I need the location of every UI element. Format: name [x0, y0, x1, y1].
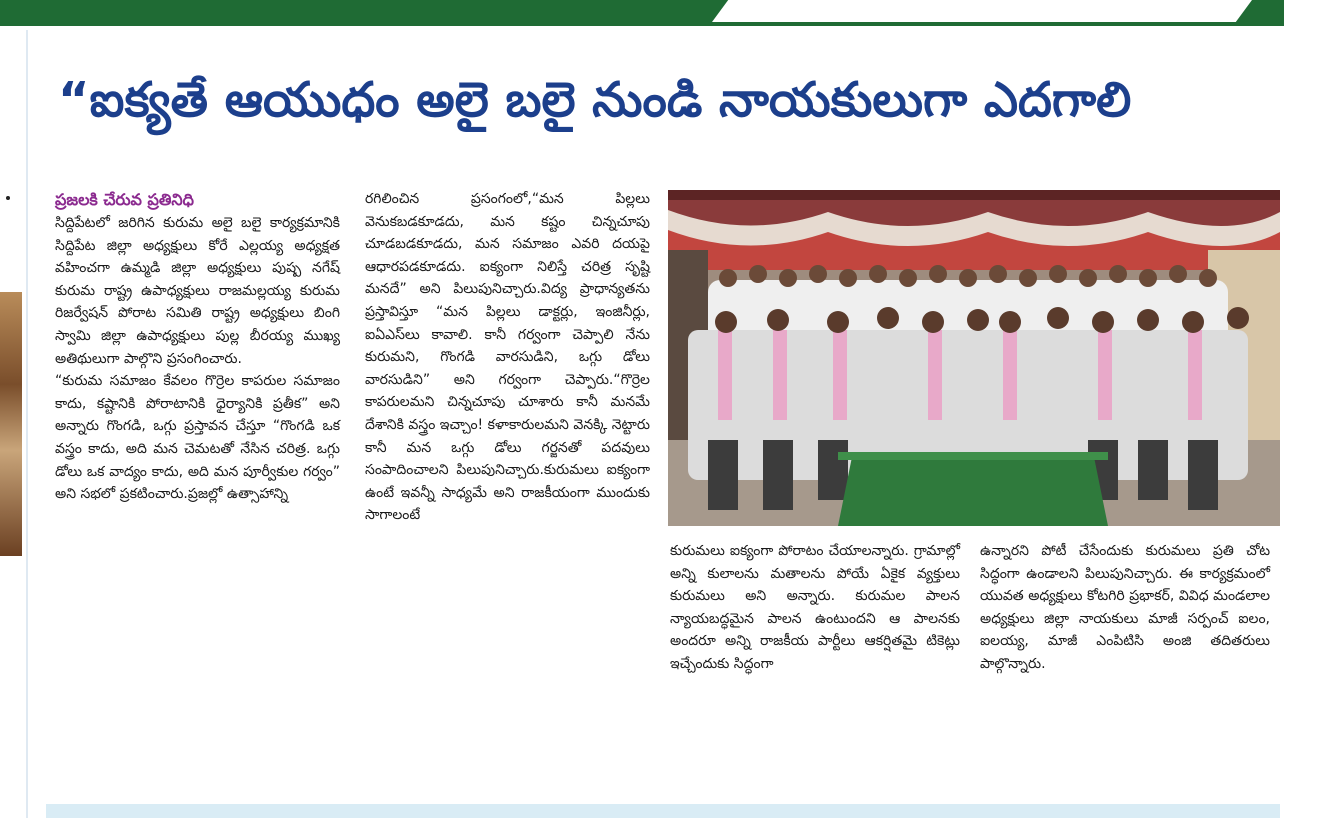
article-byline: ప్రజలకి చేరువ ప్రతినిధి [55, 190, 194, 209]
article-column-3 [670, 540, 960, 676]
adjacent-article-strip [0, 30, 28, 818]
adjacent-article-photo [0, 292, 22, 556]
article-headline: “ఐక్యతే ఆయుధం అలై బలై నుండి నాయకులుగా ఎదగాలి [58, 72, 1132, 128]
column-4-text: ఉన్నారని పోటీ చేసేందుకు కురుమలు ప్రతి చోట సిద్ధంగా ఉండాలని పిలుపునిచ్చారు. ఈ కార్యక్రమంలో యువత అధ్యక్షులు కోటగిరి ప్రభాకర్, వివిధ మండలాల అధ్యక్షులు జిల్లా నాయకులు మాజీ సర్పంచ్ ఐలం, ఐలయ్య, మాజీ ఎంపిటిసి అంజి తదితరులు పాల్గొన్నారు. [980, 543, 1270, 672]
group-photo-illustration [668, 190, 1280, 526]
column-3-text: కురుమలు ఐక్యంగా పోరాటం చేయాలన్నారు. గ్రామాల్లో అన్ని కులాలను మతాలను పోయే ఏకైక వ్యక్తులు కురుమలు అని అన్నారు. కురుమల పాలన న్యాయబద్ధమైన పాలన ఉంటుందని ఆ పాలనకు అందరూ అన్ని రాజకీయ పార్టీలు ఆకర్షితమై టికెట్లు ఇచ్చేందుకు సిద్ధంగా [670, 543, 960, 672]
date-banner-strip [712, 0, 1252, 22]
group-photo [668, 190, 1280, 526]
article-column-4 [980, 540, 1270, 676]
column-2-text: రగిలించిన ప్రసంగంలో,“మన పిల్లలు వెనుకబడకూడదు, మన కష్టం చిన్నచూపు చూడబడకూడదు, మన సమాజం ఎవరి దయపై ఆధారపడకూడదు. ఐక్యంగా నిలిస్తే చరిత్ర సృష్టి మనదే” అని పిలుపునిచ్చారు.విద్య ప్రాధాన్యతను ప్రస్తావిస్తూ “మన పిల్లలు డాక్టర్లు, ఇంజినీర్లు, ఐఏఎస్‌లు కావాలి. కానీ గర్వంగా చెప్పాలి నేను కురుమని, గొంగడి వారసుడిని, ఒగ్గు డోలు వారసుడిని” అని గర్వంగా చెప్పారు.“గొర్రెల కాపరులమని చిన్నచూపు చూశారు కానీ మనమే దేశానికి వస్త్రం ఇచ్చాం! కళాకారులమని వెనక్కి నెట్టారు కానీ మన ఒగ్గు డోలు గర్జనతో పదవులు సంపాదించాలని పిలుపునిచ్చారు.కురుమలు ఐక్యంగా ఉంటే ఇవన్నీ సాధ్యమే అని రాజకీయంగా ముందుకు సాగాలంటే [365, 191, 650, 524]
column-1-paragraph-1: సిద్దిపేటలో జరిగిన కురుమ అలై బలై కార్యక్రమానికి సిద్దిపేట జిల్లా అధ్యక్షులు కోరే ఎల్లయ్య అధ్యక్షత వహించగా ఉమ్మడి జిల్లా అధ్యక్షులు పుష్ప నగేష్ కురుమ రాష్ట్ర ఉపాధ్యక్షులు రాజమల్లయ్య కురుమ రిజర్వేషన్ పోరాట సమితి రాష్ట్ర అధ్యక్షులు బింగి స్వామి జిల్లా ఉపాధ్యక్షులు పుల్ల బీరయ్య ముఖ్య అతిథులుగా పాల్గొని ప్రసంగించారు. [55, 215, 340, 367]
bottom-band [46, 804, 1280, 818]
article-column-1 [55, 188, 340, 506]
column-1-paragraph-2: “కురుమ సమాజం కేవలం గొర్రెల కాపరుల సమాజం కాదు, కష్టానికి పోరాటానికి ధైర్యానికి ప్రతీక” అని అన్నారు గొంగడి, ఒగ్గు ప్రస్తావన చేస్తూ “గొంగడి ఒక వస్త్రం కాదు, అది మన చెమటతో నేసిన చరిత్ర. ఒగ్గు డోలు ఒక వాద్యం కాదు, అది మన పూర్వీకుల గర్వం” అని సభలో ప్రకటించారు.ప్రజల్లో ఉత్సాహాన్ని [55, 373, 340, 503]
bullet-dot [6, 196, 10, 200]
article-column-2 [365, 188, 650, 527]
right-margin [1284, 0, 1344, 818]
